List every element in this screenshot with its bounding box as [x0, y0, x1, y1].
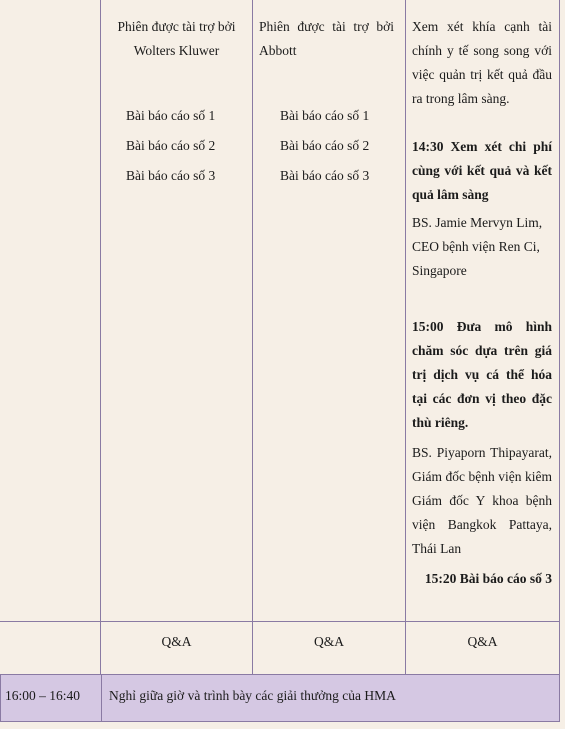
break-time: 16:00 – 16:40: [5, 688, 81, 703]
session-intro: Xem xét khía cạnh tài chính y tế song song với việc quản trị kết quả đầu ra trong lâm sàng.: [412, 19, 552, 106]
column-divider: [100, 0, 101, 674]
paper-item: Bài báo cáo số 2: [280, 138, 370, 153]
qa-label: Q&A: [467, 634, 498, 649]
qa-label: Q&A: [314, 634, 344, 649]
sponsor-cell-abbott: [259, 15, 394, 63]
talk-title: 15:20 Bài báo cáo số 3: [424, 571, 552, 586]
qa-cell: [101, 634, 252, 650]
qa-label: Q&A: [161, 634, 192, 649]
sponsor-cell-wolters: [101, 15, 252, 63]
paper-list: [126, 101, 215, 191]
talk-title: 15:00 Đưa mô hình chăm sóc dựa trên giá trị dịch vụ cá thể hóa tại các đơn vị theo đặc thù riêng.: [412, 319, 552, 430]
qa-cell: [253, 634, 405, 650]
column-divider: [101, 675, 102, 721]
paper-item: Bài báo cáo số 1: [280, 108, 370, 123]
column-divider: [405, 0, 406, 674]
sponsor-text: Phiên được tài trợ bởi Wolters Kluwer: [117, 19, 236, 58]
column-divider: [252, 0, 253, 674]
paper-item: Bài báo cáo số 3: [126, 168, 216, 183]
paper-item: Bài báo cáo số 1: [126, 108, 216, 123]
row-divider: [0, 621, 560, 622]
break-description: Nghỉ giữa giờ và trình bày các giải thưởng của HMA: [109, 688, 396, 703]
talk-title: 14:30 Xem xét chi phí cùng với kết quả và kết quả lâm sàng: [412, 139, 552, 202]
paper-item: Bài báo cáo số 2: [126, 138, 216, 153]
column-divider: [559, 0, 560, 674]
session-description-cell: [412, 15, 552, 591]
sponsor-text: Phiên được tài trợ bởi Abbott: [259, 19, 394, 58]
talk-speaker: BS. Piyaporn Thipayarat, Giám đốc bệnh viện kiêm Giám đốc Y khoa bệnh viện Bangkok Pattaya, Thái Lan: [412, 445, 552, 556]
paper-item: Bài báo cáo số 3: [280, 168, 370, 183]
break-row: [0, 674, 560, 722]
qa-cell: [406, 634, 559, 650]
talk-speaker: BS. Jamie Mervyn Lim, CEO bệnh viện Ren Ci, Singapore: [412, 215, 543, 278]
paper-list: [280, 101, 369, 191]
